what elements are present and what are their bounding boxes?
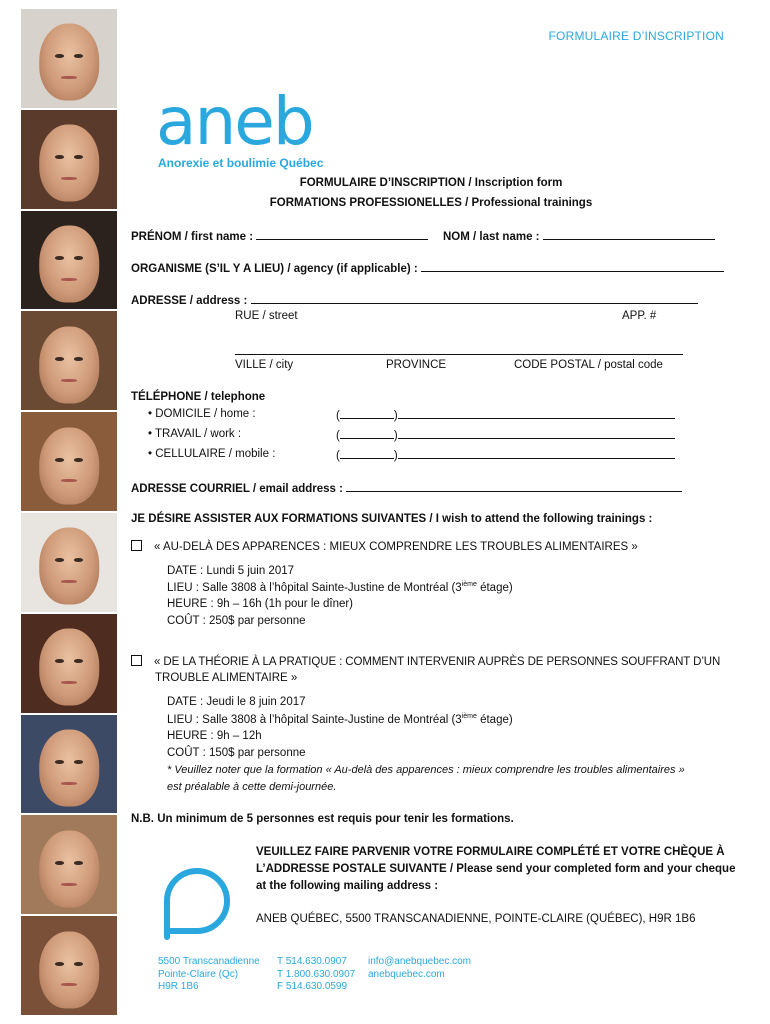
aneb-d-mark-icon [159,863,231,943]
portrait-photo [21,412,117,511]
nom-label: NOM / last name : [443,231,540,243]
phone-home-row: • DOMICILE / home : [148,408,256,420]
training1-checkbox[interactable] [131,540,142,551]
training2-option[interactable] [131,655,720,668]
training2-heure: HEURE : 9h – 12h [167,730,262,742]
city-input-line[interactable] [235,354,683,355]
prenom-input-line[interactable] [256,229,428,240]
phone-home-input[interactable]: ( ) [336,408,675,422]
rue-caption: RUE / street [235,310,298,322]
footer-address: 5500 Transcanadienne Pointe-Claire (Qc) H9R 1B6 [158,956,260,992]
training1-option[interactable] [131,540,638,553]
training2-note: * Veuillez noter que la formation « Au-delà des apparences : mieux comprendre les troubles alimentaires » [167,764,685,776]
portrait-photo [21,9,117,108]
portrait-photo [21,311,117,410]
adresse-input-line[interactable] [251,293,698,304]
logo-wordmark: aneb [156,83,313,152]
portrait-photo [21,614,117,713]
nom-input-line[interactable] [543,229,715,240]
courriel-field[interactable] [131,481,682,495]
training2-note-cont: est préalable à cette demi-journée. [167,781,337,793]
footer-phones: T 514.630.0907 T 1.800.630.0907 F 514.630.0599 [277,956,356,992]
portrait-photo [21,513,117,612]
training2-checkbox[interactable] [131,655,142,666]
form-subtitle: FORMATIONS PROFESSIONELLES / Professional trainings [269,197,593,209]
phone-mobile-input[interactable]: ( ) [336,448,675,462]
phone-work-label: TRAVAIL / work : [155,428,242,440]
phone-work-row: • TRAVAIL / work : [148,428,242,440]
nb-note: N.B. Un minimum de 5 personnes est requis pour tenir les formations. [131,813,514,825]
portrait-photo [21,916,117,1015]
telephone-label: TÉLÉPHONE / telephone [131,391,266,403]
footer-email-link[interactable]: info@anebquebec.com [368,956,471,967]
training2-lieu: LIEU : Salle 3808 à l’hôpital Sainte-Justine de Montréal (3ième étage) [167,713,513,726]
mail-instruction-end: at the following mailing address : [256,880,439,892]
nom-field[interactable] [443,229,715,243]
mail-instruction-cont: L’ADDRESSE POSTALE SUIVANTE / Please send your completed form and your cheque [256,863,736,875]
training1-title: « AU-DELÀ DES APPARENCES : MIEUX COMPRENDRE LES TROUBLES ALIMENTAIRES » [154,541,638,553]
form-header-label: FORMULAIRE D’INSCRIPTION [548,29,724,43]
portrait-photo [21,715,117,814]
mail-instruction: VEUILLEZ FAIRE PARVENIR VOTRE FORMULAIRE COMPLÉTÉ ET VOTRE CHÈQUE À [256,846,725,858]
organisme-label: ORGANISME (S’IL Y A LIEU) / agency (if applicable) : [131,263,418,275]
prenom-field[interactable] [131,229,428,243]
photo-strip [21,9,117,1015]
training1-lieu: LIEU : Salle 3808 à l’hôpital Sainte-Justine de Montréal (3ième étage) [167,581,513,594]
aneb-logo [156,72,341,152]
organisme-field[interactable] [131,261,724,275]
prenom-label: PRÉNOM / first name : [131,231,254,243]
training2-title-cont: TROUBLE ALIMENTAIRE » [155,672,298,684]
organisme-input-line[interactable] [421,261,724,272]
training1-cout: COÛT : 250$ par personne [167,615,306,627]
adresse-field[interactable] [131,293,698,307]
training2-title: « DE LA THÉORIE À LA PRATIQUE : COMMENT INTERVENIR AUPRÈS DE PERSONNES SOUFFRANT D’UN [154,656,721,668]
trainings-intro: JE DÉSIRE ASSISTER AUX FORMATIONS SUIVANTES / I wish to attend the following trainings : [131,513,653,525]
mail-address: ANEB QUÉBEC, 5500 TRANSCANADIENNE, POINTE-CLAIRE (QUÉBEC), H9R 1B6 [256,913,696,925]
portrait-photo [21,211,117,310]
province-caption: PROVINCE [386,359,447,371]
phone-work-input[interactable]: ( ) [336,428,675,442]
logo-subtitle: Anorexie et boulimie Québec [158,156,324,170]
footer-website-link[interactable]: anebquebec.com [368,968,445,980]
training2-date: DATE : Jeudi le 8 juin 2017 [167,696,306,708]
courriel-label: ADRESSE COURRIEL / email address : [131,483,343,495]
training1-date: DATE : Lundi 5 juin 2017 [167,565,295,577]
app-caption: APP. # [622,310,657,322]
footer-contact [368,956,471,981]
portrait-photo [21,815,117,914]
form-title: FORMULAIRE D’INSCRIPTION / Inscription form [299,177,563,189]
phone-mobile-row: • CELLULAIRE / mobile : [148,448,276,460]
phone-mobile-label: CELLULAIRE / mobile : [155,448,276,460]
training2-cout: COÛT : 150$ par personne [167,747,306,759]
adresse-label: ADRESSE / address : [131,295,248,307]
phone-home-label: DOMICILE / home : [155,408,256,420]
code-postal-caption: CODE POSTAL / postal code [514,359,663,371]
training1-heure: HEURE : 9h – 16h (1h pour le dîner) [167,598,354,610]
courriel-input-line[interactable] [346,481,682,492]
ville-caption: VILLE / city [235,359,294,371]
portrait-photo [21,110,117,209]
